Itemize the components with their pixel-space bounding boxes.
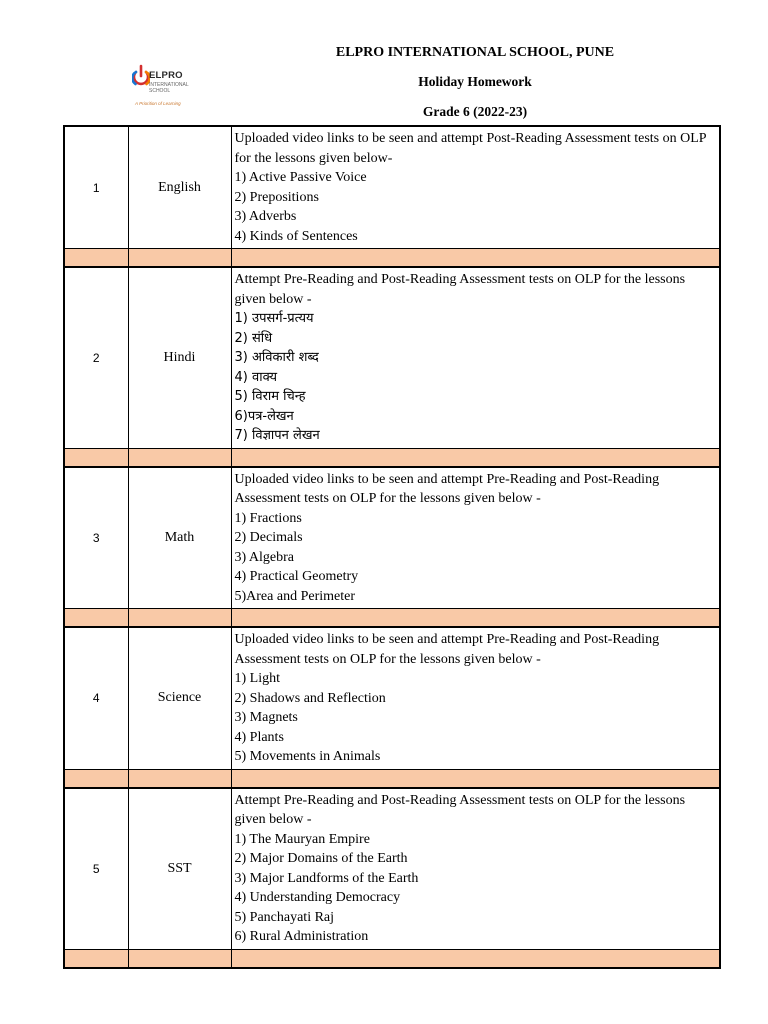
- homework-table: [63, 125, 721, 969]
- lesson-item: 3) Algebra: [234, 549, 294, 565]
- row-number: 4: [64, 627, 128, 769]
- lesson-item: 2) Prepositions: [234, 189, 319, 205]
- lesson-item: 4) Understanding Democracy: [234, 890, 401, 905]
- separator-cell: [231, 448, 720, 467]
- lesson-item: 4) Kinds of Sentences: [234, 228, 358, 244]
- separator-cell: [231, 609, 720, 628]
- lesson-list: [235, 669, 716, 767]
- separator-row: [64, 448, 720, 467]
- lesson-item: 1) Fractions: [234, 510, 302, 526]
- lesson-item: 6)पत्र-लेखन: [234, 408, 294, 424]
- subject-name: Science: [128, 627, 231, 769]
- assignment-details: [231, 627, 720, 769]
- lesson-list: [235, 309, 716, 446]
- lesson-item: 2) Major Domains of the Earth: [234, 851, 408, 866]
- lesson-item: 7) विज्ञापन लेखन: [234, 428, 320, 443]
- separator-row: [64, 949, 720, 968]
- lesson-item: 5) Movements in Animals: [234, 749, 381, 764]
- separator-cell: [64, 609, 128, 628]
- lesson-list: [235, 830, 716, 947]
- lesson-item: 4) Practical Geometry: [234, 569, 359, 584]
- assignment-details: [231, 788, 720, 950]
- row-number: 3: [64, 467, 128, 609]
- assignment-details: [231, 467, 720, 609]
- lesson-item: 4) Plants: [234, 729, 284, 745]
- separator-cell: [64, 249, 128, 268]
- separator-cell: [128, 949, 231, 968]
- school-name: ELPRO INTERNATIONAL SCHOOL, PUNE: [335, 45, 615, 60]
- homework-row: [64, 467, 720, 609]
- lesson-item: 3) Major Landforms of the Earth: [234, 870, 419, 886]
- separator-cell: [128, 249, 231, 268]
- logo-subtitle: INTERNATIONAL SCHOOL: [149, 82, 189, 94]
- lesson-item: 5) विराम चिन्ह: [234, 389, 306, 404]
- separator-cell: [128, 769, 231, 788]
- assignment-instructions: Uploaded video links to be seen and attempt Pre-Reading and Post-Reading Assessment tests on OLP for the lessons given below -: [234, 471, 660, 506]
- subject-name: Hindi: [128, 267, 231, 448]
- assignment-details: [231, 267, 720, 448]
- homework-row: [64, 126, 720, 249]
- separator-cell: [64, 448, 128, 467]
- separator-cell: [64, 769, 128, 788]
- homework-row: [64, 267, 720, 448]
- separator-row: [64, 609, 720, 628]
- separator-cell: [64, 949, 128, 968]
- lesson-item: 1) Light: [234, 671, 280, 686]
- separator-row: [64, 249, 720, 268]
- assignment-instructions: Uploaded video links to be seen and attempt Pre-Reading and Post-Reading Assessment tests on OLP for the lessons given below -: [234, 632, 660, 667]
- lesson-item: 2) Decimals: [234, 530, 303, 545]
- logo-tagline: A Priorition of Learning: [135, 101, 181, 106]
- lesson-item: 4) वाक्य: [234, 369, 278, 385]
- homework-row: [64, 627, 720, 769]
- lesson-list: [235, 509, 716, 607]
- document-title: Holiday Homework: [418, 74, 532, 89]
- separator-cell: [231, 769, 720, 788]
- separator-row: [64, 769, 720, 788]
- lesson-item: 3) Adverbs: [234, 209, 297, 224]
- lesson-item: 5) Panchayati Raj: [234, 909, 335, 925]
- separator-cell: [128, 609, 231, 628]
- grade-label: Grade 6 (2022-23): [422, 104, 528, 119]
- lesson-item: 2) Shadows and Reflection: [234, 690, 386, 706]
- row-number: 5: [64, 788, 128, 950]
- assignment-instructions: Uploaded video links to be seen and attempt Post-Reading Assessment tests on OLP for the lessons given below-: [234, 131, 707, 166]
- lesson-item: 1) उपसर्ग-प्रत्यय: [234, 311, 314, 326]
- subject-name: Math: [128, 467, 231, 609]
- lesson-item: 3) अविकारी शब्द: [234, 350, 319, 365]
- subject-name: SST: [128, 788, 231, 950]
- lesson-item: 3) Magnets: [234, 710, 298, 725]
- assignment-instructions: Attempt Pre-Reading and Post-Reading Assessment tests on OLP for the lessons given below -: [234, 792, 686, 827]
- lesson-item: 1) Active Passive Voice: [234, 170, 367, 185]
- separator-cell: [231, 949, 720, 968]
- lesson-list: [235, 168, 716, 246]
- lesson-item: 5)Area and Perimeter: [234, 588, 355, 604]
- row-number: 1: [64, 126, 128, 249]
- logo-brand: ELPRO: [149, 70, 183, 81]
- subject-name: English: [128, 126, 231, 249]
- assignment-details: [231, 126, 720, 249]
- homework-row: [64, 788, 720, 950]
- separator-cell: [128, 448, 231, 467]
- assignment-instructions: Attempt Pre-Reading and Post-Reading Assessment tests on OLP for the lessons given below -: [234, 272, 686, 307]
- row-number: 2: [64, 267, 128, 448]
- separator-cell: [231, 249, 720, 268]
- lesson-item: 1) The Mauryan Empire: [234, 831, 370, 847]
- lesson-item: 2) संधि: [234, 330, 273, 346]
- lesson-item: 6) Rural Administration: [234, 929, 369, 944]
